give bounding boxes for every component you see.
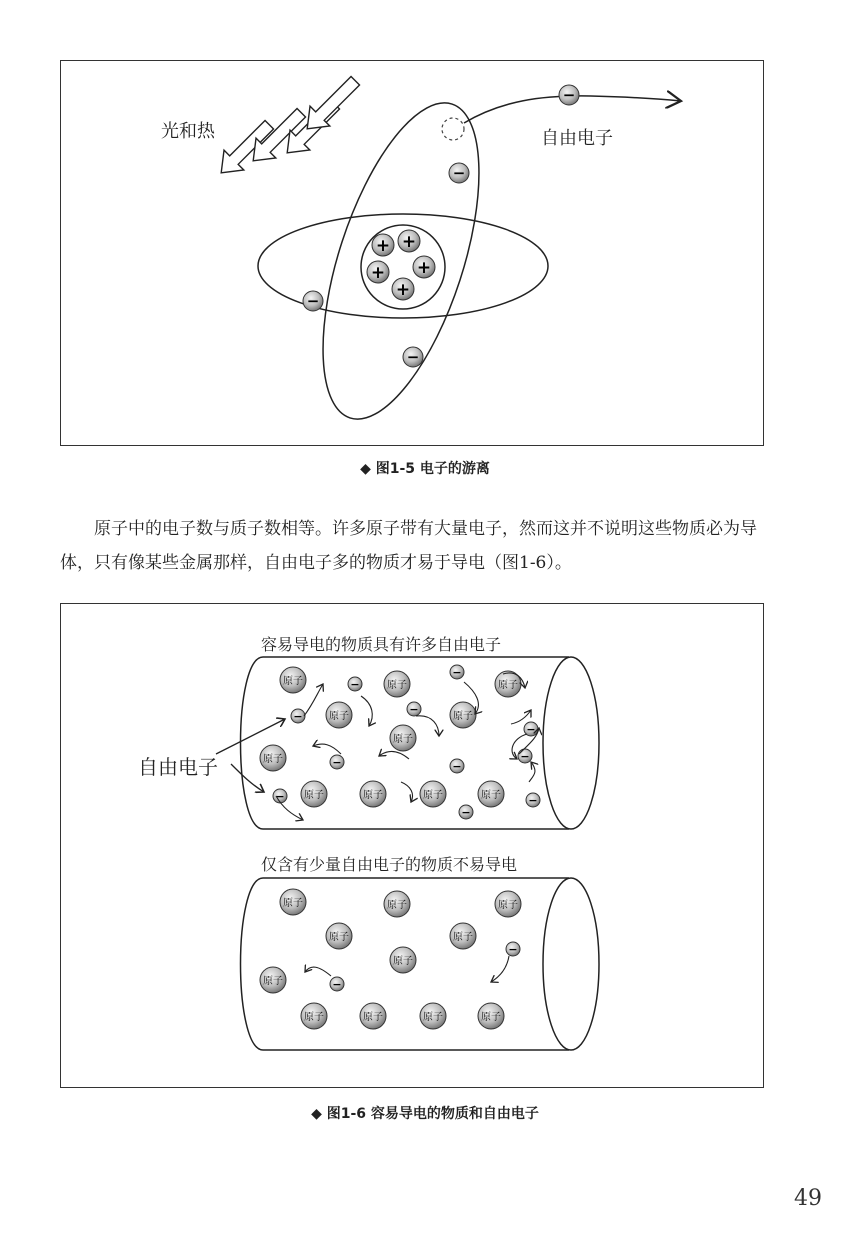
atom-diagram <box>61 61 765 447</box>
atom-icon <box>420 781 446 807</box>
atom-icon <box>301 1003 327 1029</box>
electron-icon <box>303 291 323 311</box>
svg-text:原子: 原子 <box>453 711 473 722</box>
svg-text:原子: 原子 <box>263 754 283 765</box>
electron-icon <box>518 749 532 763</box>
atom-icon <box>478 1003 504 1029</box>
electron-icon <box>506 942 520 956</box>
light-arrows-icon <box>211 71 365 183</box>
light-heat-label: 光和热 <box>161 121 215 142</box>
page-number: 49 <box>794 1186 822 1211</box>
svg-text:原子: 原子 <box>498 900 518 911</box>
svg-text:原子: 原子 <box>329 711 349 722</box>
electron-icon <box>459 805 473 819</box>
svg-text:−: − <box>520 750 530 763</box>
figure-electron-escape <box>60 60 764 446</box>
atom-icon <box>450 702 476 728</box>
pointer-line <box>231 764 264 792</box>
svg-text:−: − <box>306 292 320 310</box>
svg-text:原子: 原子 <box>393 956 413 967</box>
svg-text:原子: 原子 <box>387 680 407 691</box>
svg-text:−: − <box>332 978 342 991</box>
atom-icon <box>280 889 306 915</box>
electron-icon <box>450 665 464 679</box>
electron-icon <box>403 347 423 367</box>
svg-text:原子: 原子 <box>423 790 443 801</box>
svg-text:+: + <box>416 258 432 278</box>
atom-icon <box>326 923 352 949</box>
nucleus <box>361 225 445 309</box>
svg-text:+: + <box>395 280 411 300</box>
electron-icon <box>348 677 362 691</box>
atom-icon <box>390 725 416 751</box>
svg-text:原子: 原子 <box>304 790 324 801</box>
electron-icon <box>330 755 344 769</box>
svg-text:原子: 原子 <box>453 932 473 943</box>
svg-text:原子: 原子 <box>481 790 501 801</box>
svg-text:−: − <box>461 806 471 819</box>
electron-icon <box>273 789 287 803</box>
electron-icon <box>526 793 540 807</box>
svg-text:−: − <box>452 760 462 773</box>
svg-text:原子: 原子 <box>363 1012 383 1023</box>
atom-icon <box>360 781 386 807</box>
proton-icon <box>413 256 435 278</box>
svg-text:原子: 原子 <box>263 976 283 987</box>
body-paragraph: 原子中的电子数与质子数相等。许多原子带有大量电子，然而这并不说明这些物质必为导体，只有像某些金属那样，自由电子多的物质才易于导电（图1-6）。 <box>60 519 757 573</box>
svg-text:+: + <box>401 232 417 252</box>
electron-icon <box>407 702 421 716</box>
free-electron-icon <box>559 85 579 105</box>
svg-text:−: − <box>293 710 303 723</box>
free-electron-pointer-label: 自由电子 <box>138 755 218 779</box>
svg-text:原子: 原子 <box>498 680 518 691</box>
svg-text:+: + <box>370 263 386 283</box>
electron-icon <box>330 977 344 991</box>
svg-text:原子: 原子 <box>283 676 303 687</box>
svg-text:原子: 原子 <box>363 790 383 801</box>
svg-text:−: − <box>409 703 419 716</box>
svg-text:原子: 原子 <box>329 932 349 943</box>
atom-icon <box>260 745 286 771</box>
proton-icon <box>398 230 420 252</box>
svg-text:原子: 原子 <box>387 900 407 911</box>
svg-text:−: − <box>452 164 466 182</box>
proton-icon <box>372 234 394 256</box>
figure-conductors <box>60 603 764 1088</box>
atom-icon <box>360 1003 386 1029</box>
proton-icon <box>392 278 414 300</box>
conductor-diagram <box>61 604 765 1089</box>
svg-text:−: − <box>526 723 536 736</box>
svg-text:原子: 原子 <box>283 898 303 909</box>
proton-icon <box>367 261 389 283</box>
svg-text:−: − <box>332 756 342 769</box>
svg-text:原子: 原子 <box>423 1012 443 1023</box>
svg-text:−: − <box>275 790 285 803</box>
electron-icon <box>449 163 469 183</box>
svg-text:−: − <box>452 666 462 679</box>
svg-text:原子: 原子 <box>481 1012 501 1023</box>
atom-icon <box>495 891 521 917</box>
svg-text:−: − <box>406 348 420 366</box>
free-electron-label: 自由电子 <box>541 128 613 149</box>
svg-text:−: − <box>528 794 538 807</box>
svg-text:−: − <box>508 943 518 956</box>
top-tube-title: 容易导电的物质具有许多自由电子 <box>261 635 502 654</box>
svg-text:−: − <box>350 678 360 691</box>
electron-icon <box>450 759 464 773</box>
svg-text:+: + <box>375 236 391 256</box>
electron-vacancy-icon <box>442 118 464 140</box>
electron-icon <box>291 709 305 723</box>
atom-icon <box>384 891 410 917</box>
atom-icon <box>280 667 306 693</box>
svg-text:原子: 原子 <box>393 734 413 745</box>
svg-text:原子: 原子 <box>304 1012 324 1023</box>
svg-text:−: − <box>562 86 576 104</box>
atom-icon <box>260 967 286 993</box>
figure5-caption: ◆ 图1-5 电子的游离 <box>360 461 490 477</box>
atom-icon <box>384 671 410 697</box>
atom-icon <box>326 702 352 728</box>
atom-icon <box>301 781 327 807</box>
atom-icon <box>420 1003 446 1029</box>
atom-icon <box>450 923 476 949</box>
atom-icon <box>478 781 504 807</box>
atom-icon <box>390 947 416 973</box>
bottom-tube-title: 仅含有少量自由电子的物质不易导电 <box>261 855 518 874</box>
figure6-caption: ◆ 图1-6 容易导电的物质和自由电子 <box>311 1106 539 1122</box>
